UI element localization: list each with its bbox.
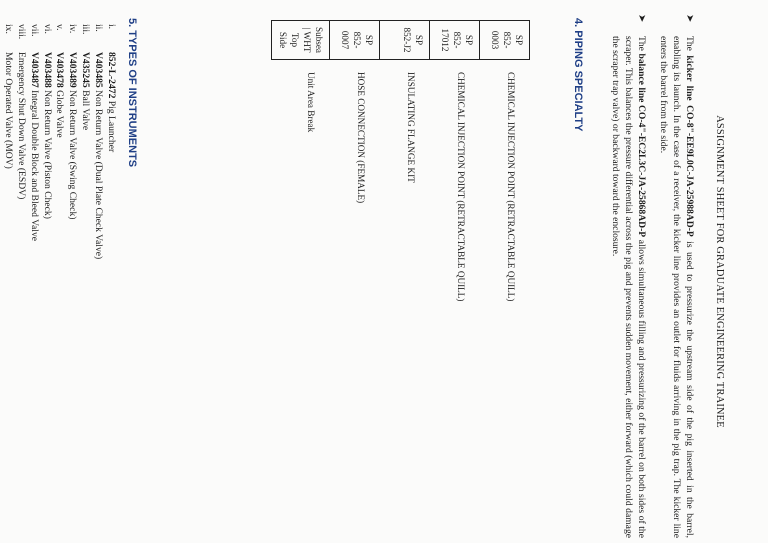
list-item: v. V403478 Globe Valve (54, 24, 66, 138)
list-item: iv. V403489 Non Return Valve (Swing Check) (67, 24, 79, 220)
instruments-list (0, 24, 118, 524)
list-item: vii. V403487 Integral Double Block and Bleed Valve (28, 24, 40, 241)
page-header: ASSIGNMENT SHEET FOR GRADUATE ENGINEERING TRAINEE (714, 115, 725, 428)
piping-specialty-table (271, 20, 530, 427)
arrow-bullet-icon: ➤ (636, 14, 647, 23)
table-row: Subsea | WHT Top Side Unit Area Break (272, 21, 330, 427)
table-row: SP 852-J2 INSULATING FLANGE KIT (380, 21, 430, 427)
list-item: ix. Motor Operated Valve (MOV) (2, 24, 14, 169)
bullet-kicker-line: ➤ The kicker line CO-8"-EE9L0C-JA-25988AD-P is used to pressurize the upstream side of the pig inserted in the barrel, enabling its launch. In the case of a receiver, the kicker line provides an outlet for fluids arriving in the pig trap. The kicker line enters the barrel from the side. (658, 14, 695, 538)
table-row: SP 852-0003 CHEMICAL INJECTION POINT (RETRACTABLE QUILL) (480, 21, 530, 427)
balance-line-label: balance line CO-4"-EC2L3C-JA-25868AD-P (636, 53, 647, 238)
list-item: viii. Emergency Shut Down Valve (ESDV) (15, 24, 27, 200)
list-item: i. 852-L-2472 Pig Launcher (106, 24, 117, 153)
section-types-of-instruments-heading: 5. TYPES OF INSTRUMENTS (126, 18, 138, 168)
kicker-line-label: kicker line CO-8"-EE9L0C-JA-25988AD-P (684, 55, 695, 237)
list-item (0, 24, 2, 524)
list-item: vi. V403488 Non Return Valve (Piston Check) (41, 24, 53, 219)
section-piping-specialty-heading: 4. PIPING SPECIALTY (572, 18, 584, 132)
table-row: SP 852-0007 HOSE CONNECTION (FEMALE) (330, 21, 380, 427)
bullet-balance-line: ➤ The balance line CO-4"-EC2L3C-JA-25868AD-P allows simultaneous filling and pressurizing of the barrel on both sides of the scraper. This balances the pressure differential across the pig and prevents sudden movement, either forward (which could damage the scraper trap valve) or backward toward the enclosure. (610, 14, 647, 538)
list-item: iii. V435245 Ball Valve (80, 24, 92, 131)
table-row: SP 852-17012 CHEMICAL INJECTION POINT (RETRACTABLE QUILL) (430, 21, 480, 427)
list-item: ii. V403485 Non Return Valve (Dual Plate Check Valve) (93, 24, 105, 260)
arrow-bullet-icon: ➤ (684, 14, 695, 23)
